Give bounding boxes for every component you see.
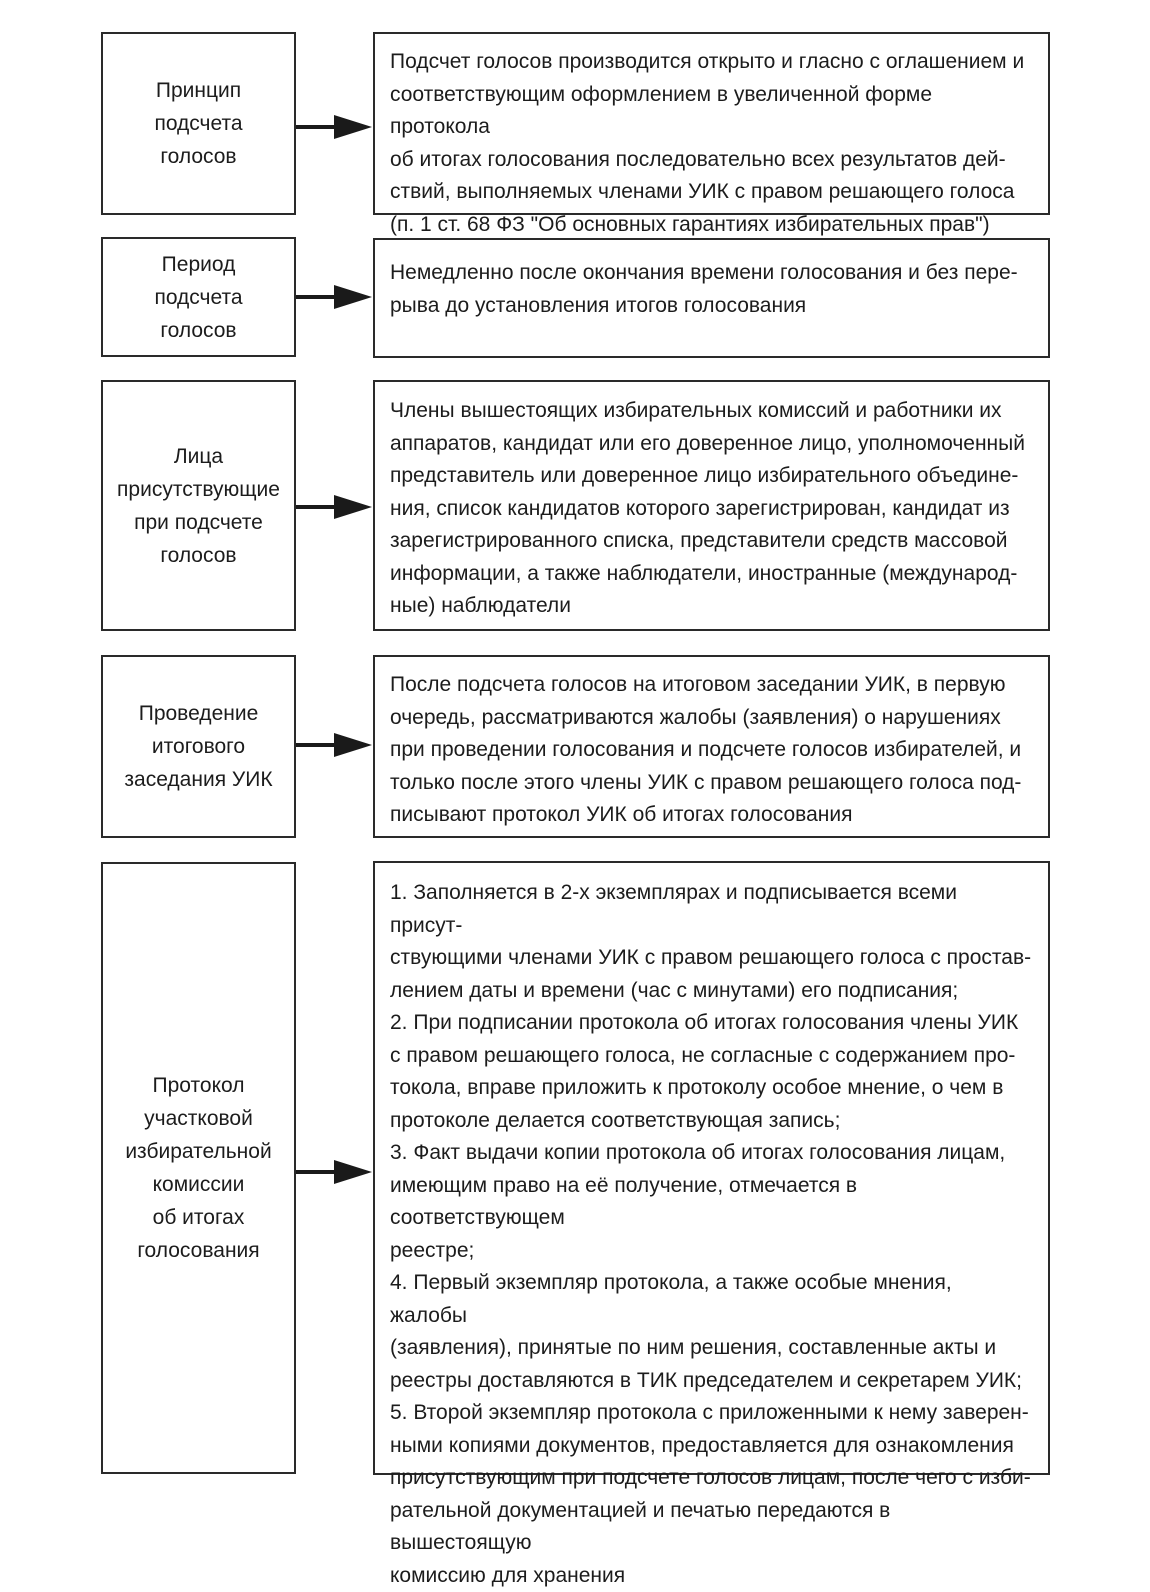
definition-text: Немедленно после окончания времени голосования и без пере- рыва до установления итогов голосования [390,261,1018,317]
arrow-right-icon [296,730,373,760]
term-label: Лица присутствующие при подсчете голосов [117,444,280,567]
arrow-right-icon [296,1157,373,1187]
arrow-right-icon [296,492,373,522]
term-box-principle [101,32,296,215]
definition-text: Подсчет голосов производится открыто и гласно с оглашением и соответствующим оформлением в увеличенной форме протокола об итогах голосования последовательно всех результатов дей- ствий, выполняемых членами УИК с правом решающего голоса (п. 1 ст. 68 ФЗ "Об основных гарантиях избирательных прав") [390,50,1025,236]
term-box-final-meeting [101,655,296,838]
term-label: Проведение итогового заседания УИК [124,702,273,791]
term-label: Период подсчета голосов [154,252,243,342]
arrow-right-icon [296,282,373,312]
definition-text: После подсчета голосов на итоговом заседании УИК, в первую очередь, рассматриваются жалобы (заявления) о нарушениях при проведении голосования и подсчете голосов избирателей, и только после этого члены УИК с правом решающего голоса под- писывают протокол УИК об итогах голосования [390,673,1022,826]
term-box-period [101,237,296,357]
term-label: Принцип подсчета голосов [154,79,243,168]
term-box-attendees [101,380,296,631]
definition-box-final-meeting [373,655,1050,838]
definition-box-principle [373,32,1050,236]
arrow-right-icon [296,112,373,142]
term-box-protocol [101,862,296,1474]
definition-box-attendees [373,380,1050,631]
definition-text: Члены вышестоящих избирательных комиссий и работники их аппаратов, кандидат или его доверенное лицо, уполномоченный представитель или доверенное лицо избирательного объедине- ния, список кандидатов которого зарегистрирован, кандидат из зарегистрированного списка, представители средств массовой информации, а также наблюдатели, иностранные (международ- ные) наблюдатели [390,399,1025,617]
definition-box-period [373,238,1050,358]
term-label: Протокол участковой избирательной комиссии об итогах голосования [125,1074,272,1262]
definition-text: 1. Заполняется в 2-х экземплярах и подписывается всеми присут- ствующими членами УИК с правом решающего голоса с простав- лением даты и времени (час с минутами) его подписания; 2. При подписании протокола об итогах голосования члены УИК с правом решающего голоса, не согласные с содержанием про- токола, вправе приложить к протоколу особое мнение, о чем в протоколе делается соответствующая запись; 3. Факт выдачи копии протокола об итогах голосования лицам, имеющим право на её получение, отмечается в соответствующем реестре; 4. Первый экземпляр протокола, а также особые мнения, жалобы (заявления), принятые по ним решения, составленные акты и реестры доставляются в ТИК председателем и секретарем УИК; 5. Второй экземпляр протокола с приложенными к нему заверен- ными копиями документов, предоставляется для ознакомления присутствующим при подсчете голосов лицам, после чего с изби- рательной документацией и печатью передаются в вышестоящую комиссию для хранения [390,881,1032,1587]
definition-box-protocol [373,861,1050,1587]
